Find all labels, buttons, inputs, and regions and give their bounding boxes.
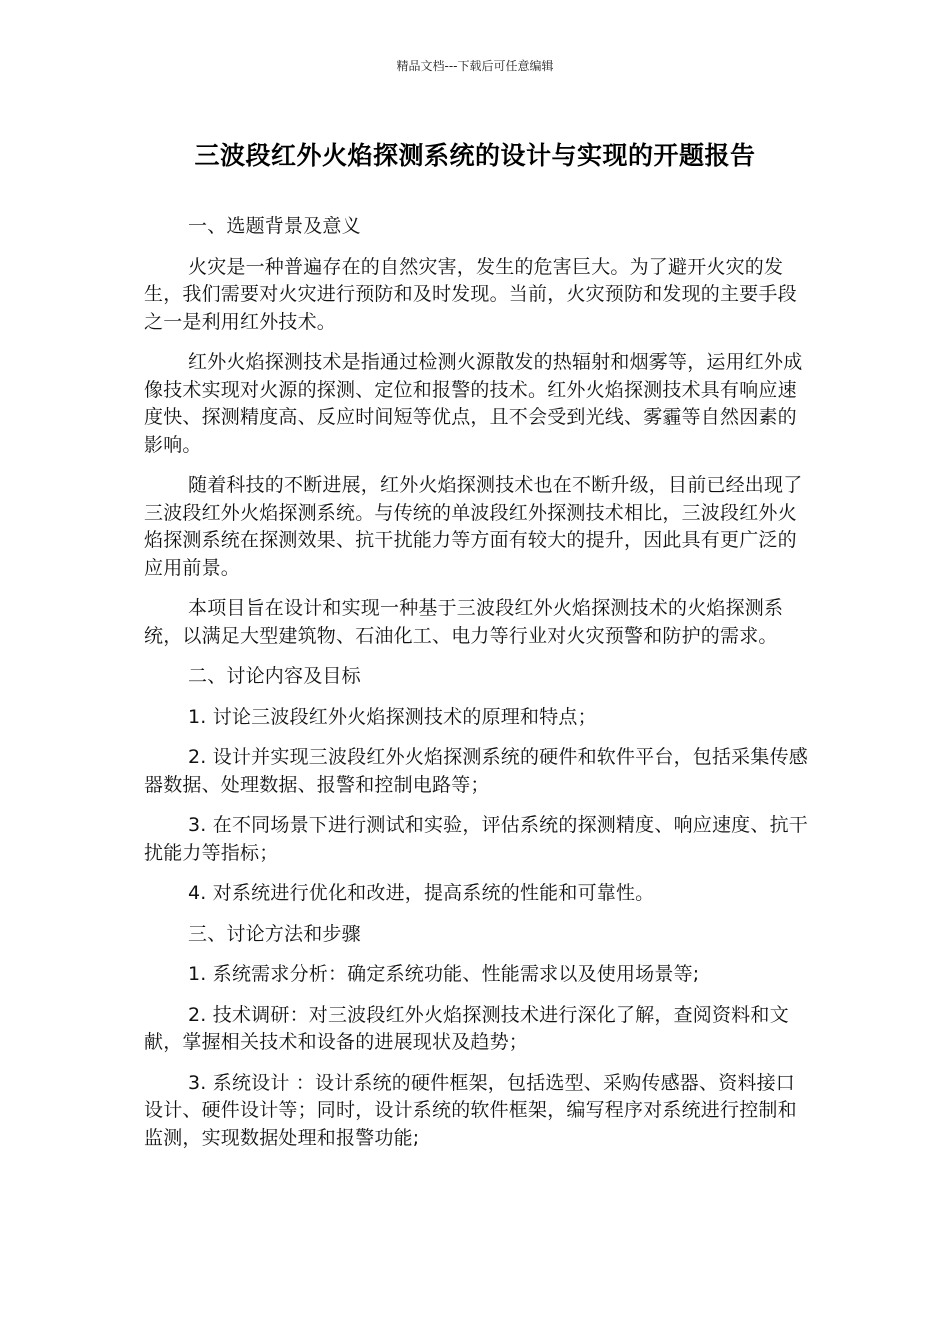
page-header: 精品文档---下载后可任意编辑 <box>396 59 554 73</box>
section-heading-methods-steps: 三、讨论方法和步骤 <box>188 922 361 945</box>
paragraph: 随着科技的不断进展，红外火焰探测技术也在不断升级，目前已经出现了三波段红外火焰探测系统。与传统的单波段红外探测技术相比，三波段红外火焰探测系统在探测效果、抗干扰能力等方面有较大的提升，因此具有更广泛的应用前景。 <box>144 474 803 579</box>
section-heading-background: 一、选题背景及意义 <box>188 215 361 237</box>
section-heading-content-goals: 二、讨论内容及目标 <box>188 665 361 687</box>
list-item: 1. 讨论三波段红外火焰探测技术的原理和特点； <box>188 705 597 728</box>
paragraph: 红外火焰探测技术是指通过检测火源散发的热辐射和烟雾等，运用红外成像技术实现对火源的探测、定位和报警的技术。红外火焰探测技术具有响应速度快、探测精度高、反应时间短等优点，且不会受到光线、雾霾等自然因素的影响。 <box>144 351 803 456</box>
list-item: 3. 在不同场景下进行测试和实验，评估系统的探测精度、响应速度、抗干扰能力等指标； <box>144 814 808 864</box>
document-title: 三波段红外火焰探测系统的设计与实现的开题报告 <box>194 141 756 170</box>
paragraph: 本项目旨在设计和实现一种基于三波段红外火焰探测技术的火焰探测系统，以满足大型建筑物、石油化工、电力等行业对火灾预警和防护的需求。 <box>144 597 784 647</box>
list-item: 2. 技术调研：对三波段红外火焰探测技术进行深化了解，查阅资料和文献，掌握相关技术和设备的进展现状及趋势； <box>144 1003 789 1053</box>
document-body <box>144 213 808 1165</box>
list-item: 2. 设计并实现三波段红外火焰探测系统的硬件和软件平台，包括采集传感器数据、处理数据、报警和控制电路等； <box>144 746 808 796</box>
paragraph: 火灾是一种普遍存在的自然灾害，发生的危害巨大。为了避开火灾的发生，我们需要对火灾进行预防和及时发现。当前，火灾预防和发现的主要手段之一是利用红外技术。 <box>144 255 797 333</box>
list-item: 1. 系统需求分析：确定系统功能、性能需求以及使用场景等; <box>188 963 700 985</box>
list-item: 3. 系统设计 ：设计系统的硬件框架，包括选型、采购传感器、资料接口设计、硬件设计等；同时，设计系统的软件框架，编写程序对系统进行控制和监测，实现数据处理和报警功能; <box>144 1071 797 1149</box>
list-item: 4. 对系统进行优化和改进，提高系统的性能和可靠性。 <box>188 882 655 904</box>
